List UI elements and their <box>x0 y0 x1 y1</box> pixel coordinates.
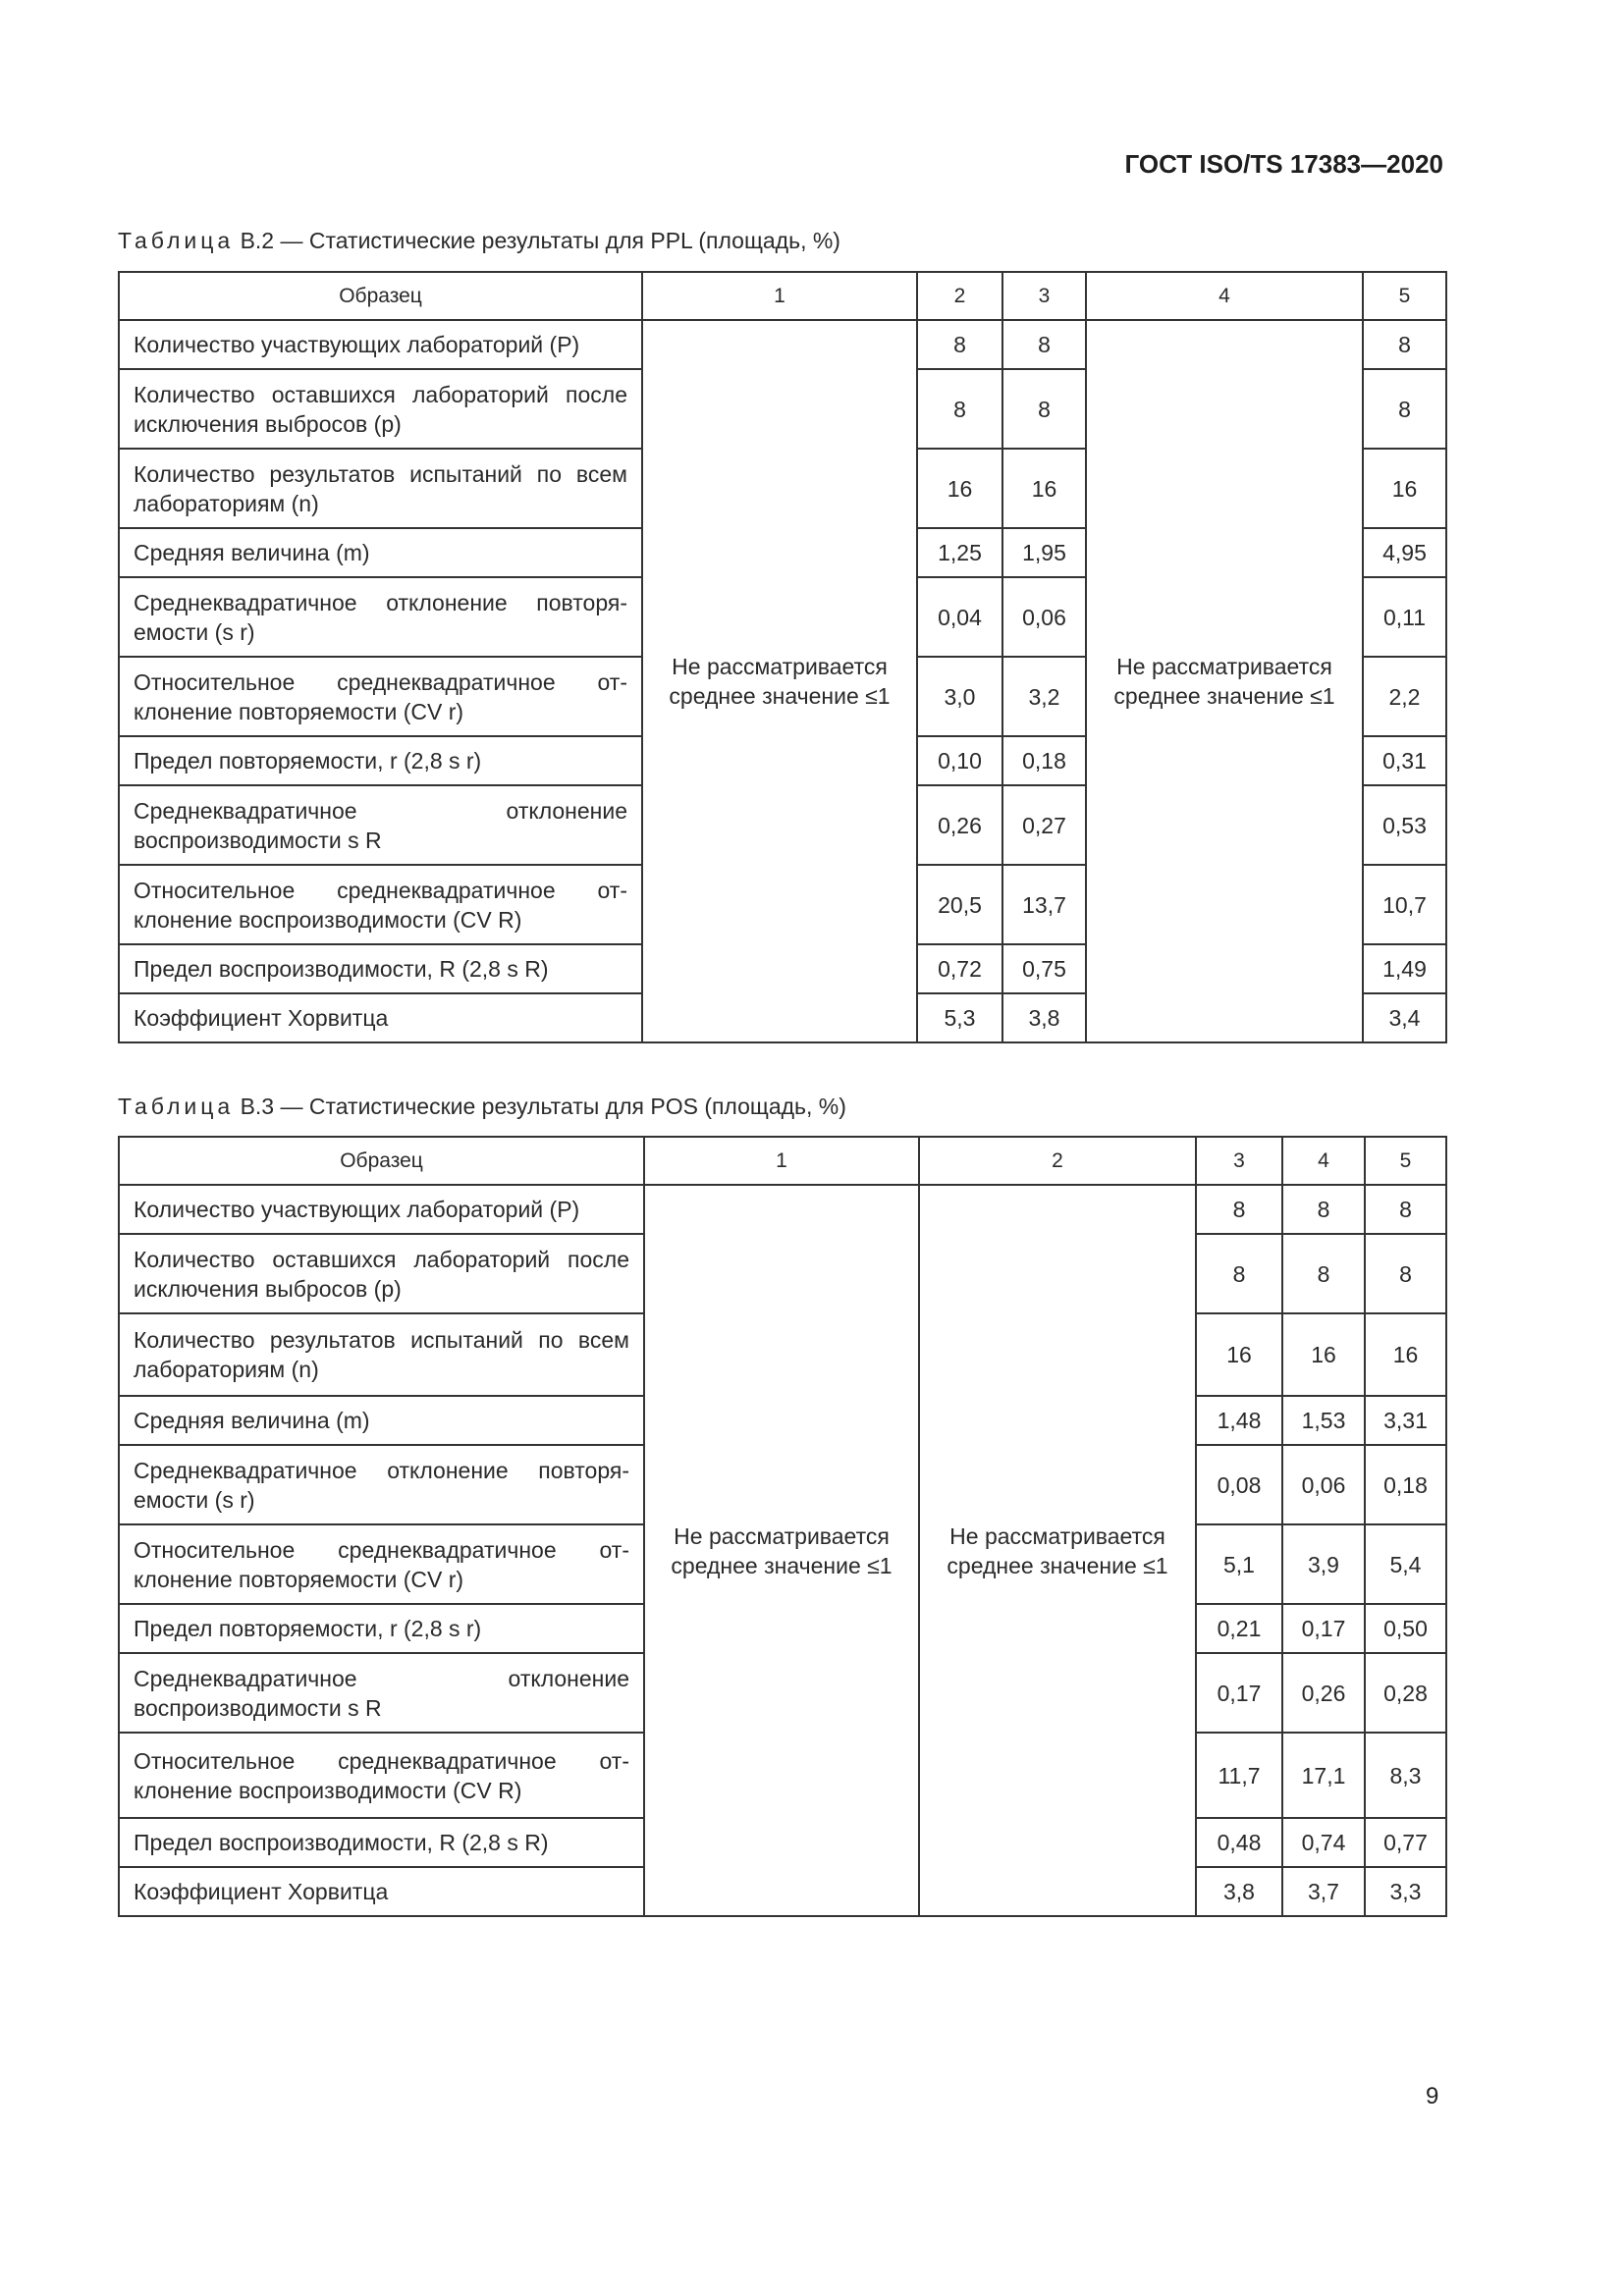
table-b2-header-row <box>119 272 1446 320</box>
value-cell: 0,53 <box>1363 785 1446 865</box>
row-label: Относительное среднеквадратичное отклонение воспроизводимости (CV R) <box>119 1733 644 1818</box>
value-cell: 3,2 <box>1002 657 1086 736</box>
not-considered-cell: Не рассматривается среднее значение ≤1 <box>1086 320 1363 1042</box>
row-label: Коэффициент Хорвитца <box>119 993 642 1042</box>
value-cell: 0,74 <box>1282 1818 1365 1867</box>
value-cell: 0,08 <box>1196 1445 1282 1524</box>
value-cell: 8 <box>1002 369 1086 449</box>
value-cell: 0,72 <box>917 944 1002 993</box>
value-cell: 0,04 <box>917 577 1002 657</box>
table-b3-caption <box>118 1094 846 1120</box>
value-cell: 0,75 <box>1002 944 1086 993</box>
col-header-sample: Образец <box>119 1137 644 1185</box>
row-label: Среднеквадратичное отклонение повторяемости (s r) <box>119 577 642 657</box>
value-cell: 0,31 <box>1363 736 1446 785</box>
value-cell: 8 <box>917 369 1002 449</box>
value-cell: 20,5 <box>917 865 1002 944</box>
row-label: Относительное среднеквадратичное отклонение повторяемости (CV r) <box>119 1524 644 1604</box>
row-label: Количество результатов испытаний по всем лабораториям (n) <box>119 449 642 528</box>
document-designation: ГОСТ ISO/TS 17383—2020 <box>1124 149 1443 179</box>
value-cell: 0,77 <box>1365 1818 1446 1867</box>
table-b2-caption-text: В.2 — Статистические результаты для PPL (площадь, %) <box>240 228 840 253</box>
value-cell: 8 <box>1363 369 1446 449</box>
row-label: Количество оставшихся лабораторий после исключения выбросов (p) <box>119 1234 644 1313</box>
value-cell: 1,48 <box>1196 1396 1282 1445</box>
value-cell: 1,25 <box>917 528 1002 577</box>
value-cell: 0,06 <box>1002 577 1086 657</box>
value-cell: 16 <box>917 449 1002 528</box>
row-label: Предел воспроизводимости, R (2,8 s R) <box>119 1818 644 1867</box>
value-cell: 1,53 <box>1282 1396 1365 1445</box>
row-label: Предел повторяемости, r (2,8 s r) <box>119 736 642 785</box>
value-cell: 0,50 <box>1365 1604 1446 1653</box>
value-cell: 17,1 <box>1282 1733 1365 1818</box>
not-considered-cell: Не рассматривается среднее значение ≤1 <box>642 320 917 1042</box>
row-label: Средняя величина (m) <box>119 1396 644 1445</box>
row-label: Количество результатов испытаний по всем лабораториям (n) <box>119 1313 644 1396</box>
table-b3 <box>118 1136 1447 1917</box>
value-cell: 0,26 <box>1282 1653 1365 1733</box>
not-considered-cell: Не рассматривается среднее значение ≤1 <box>644 1185 919 1916</box>
col-header-5: 5 <box>1363 272 1446 320</box>
value-cell: 3,31 <box>1365 1396 1446 1445</box>
value-cell: 3,7 <box>1282 1867 1365 1916</box>
value-cell: 4,95 <box>1363 528 1446 577</box>
value-cell: 8 <box>1363 320 1446 369</box>
value-cell: 3,3 <box>1365 1867 1446 1916</box>
value-cell: 16 <box>1196 1313 1282 1396</box>
row-label: Количество оставшихся лабораторий после исключения выбросов (p) <box>119 369 642 449</box>
col-header-1: 1 <box>644 1137 919 1185</box>
value-cell: 8 <box>1002 320 1086 369</box>
table-row <box>119 320 1446 369</box>
value-cell: 1,95 <box>1002 528 1086 577</box>
value-cell: 16 <box>1282 1313 1365 1396</box>
value-cell: 3,8 <box>1002 993 1086 1042</box>
col-header-2: 2 <box>917 272 1002 320</box>
value-cell: 11,7 <box>1196 1733 1282 1818</box>
value-cell: 0,10 <box>917 736 1002 785</box>
table-b3-caption-text: В.3 — Статистические результаты для POS (площадь, %) <box>240 1094 846 1119</box>
col-header-4: 4 <box>1282 1137 1365 1185</box>
value-cell: 8 <box>1365 1234 1446 1313</box>
value-cell: 16 <box>1365 1313 1446 1396</box>
row-label: Количество участвующих лабораторий (P) <box>119 320 642 369</box>
value-cell: 5,4 <box>1365 1524 1446 1604</box>
row-label: Коэффициент Хорвитца <box>119 1867 644 1916</box>
value-cell: 8,3 <box>1365 1733 1446 1818</box>
value-cell: 3,4 <box>1363 993 1446 1042</box>
value-cell: 0,17 <box>1196 1653 1282 1733</box>
row-label: Среднеквадратичное отклонение воспроизводимости s R <box>119 785 642 865</box>
value-cell: 0,21 <box>1196 1604 1282 1653</box>
row-label: Предел повторяемости, r (2,8 s r) <box>119 1604 644 1653</box>
not-considered-cell: Не рассматривается среднее значение ≤1 <box>919 1185 1196 1916</box>
value-cell: 3,8 <box>1196 1867 1282 1916</box>
row-label: Среднеквадратичное отклонение воспроизводимости s R <box>119 1653 644 1733</box>
value-cell: 0,11 <box>1363 577 1446 657</box>
table-b3-header-row <box>119 1137 1446 1185</box>
col-header-sample: Образец <box>119 272 642 320</box>
row-label: Предел воспроизводимости, R (2,8 s R) <box>119 944 642 993</box>
table-b2-caption <box>118 228 840 254</box>
value-cell: 0,26 <box>917 785 1002 865</box>
col-header-3: 3 <box>1002 272 1086 320</box>
value-cell: 10,7 <box>1363 865 1446 944</box>
value-cell: 0,28 <box>1365 1653 1446 1733</box>
value-cell: 5,3 <box>917 993 1002 1042</box>
row-label: Средняя величина (m) <box>119 528 642 577</box>
value-cell: 16 <box>1002 449 1086 528</box>
value-cell: 3,9 <box>1282 1524 1365 1604</box>
page-number: 9 <box>1426 2083 1439 2109</box>
value-cell: 16 <box>1363 449 1446 528</box>
col-header-4: 4 <box>1086 272 1363 320</box>
row-label: Количество участвующих лабораторий (P) <box>119 1185 644 1234</box>
row-label: Относительное среднеквадратичное отклонение повторяемости (CV r) <box>119 657 642 736</box>
table-b3-caption-prefix: Таблица <box>118 1094 235 1119</box>
value-cell: 2,2 <box>1363 657 1446 736</box>
value-cell: 0,17 <box>1282 1604 1365 1653</box>
value-cell: 8 <box>1282 1234 1365 1313</box>
value-cell: 8 <box>1282 1185 1365 1234</box>
row-label: Среднеквадратичное отклонение повторяемости (s r) <box>119 1445 644 1524</box>
row-label: Относительное среднеквадратичное отклонение воспроизводимости (CV R) <box>119 865 642 944</box>
value-cell: 0,48 <box>1196 1818 1282 1867</box>
value-cell: 0,06 <box>1282 1445 1365 1524</box>
table-b2-caption-prefix: Таблица <box>118 228 235 253</box>
value-cell: 8 <box>1365 1185 1446 1234</box>
value-cell: 0,27 <box>1002 785 1086 865</box>
col-header-3: 3 <box>1196 1137 1282 1185</box>
table-b2 <box>118 271 1447 1043</box>
col-header-5: 5 <box>1365 1137 1446 1185</box>
value-cell: 13,7 <box>1002 865 1086 944</box>
value-cell: 5,1 <box>1196 1524 1282 1604</box>
col-header-1: 1 <box>642 272 917 320</box>
value-cell: 0,18 <box>1002 736 1086 785</box>
value-cell: 8 <box>1196 1185 1282 1234</box>
value-cell: 3,0 <box>917 657 1002 736</box>
value-cell: 8 <box>917 320 1002 369</box>
value-cell: 8 <box>1196 1234 1282 1313</box>
table-row <box>119 1185 1446 1234</box>
value-cell: 1,49 <box>1363 944 1446 993</box>
value-cell: 0,18 <box>1365 1445 1446 1524</box>
col-header-2: 2 <box>919 1137 1196 1185</box>
